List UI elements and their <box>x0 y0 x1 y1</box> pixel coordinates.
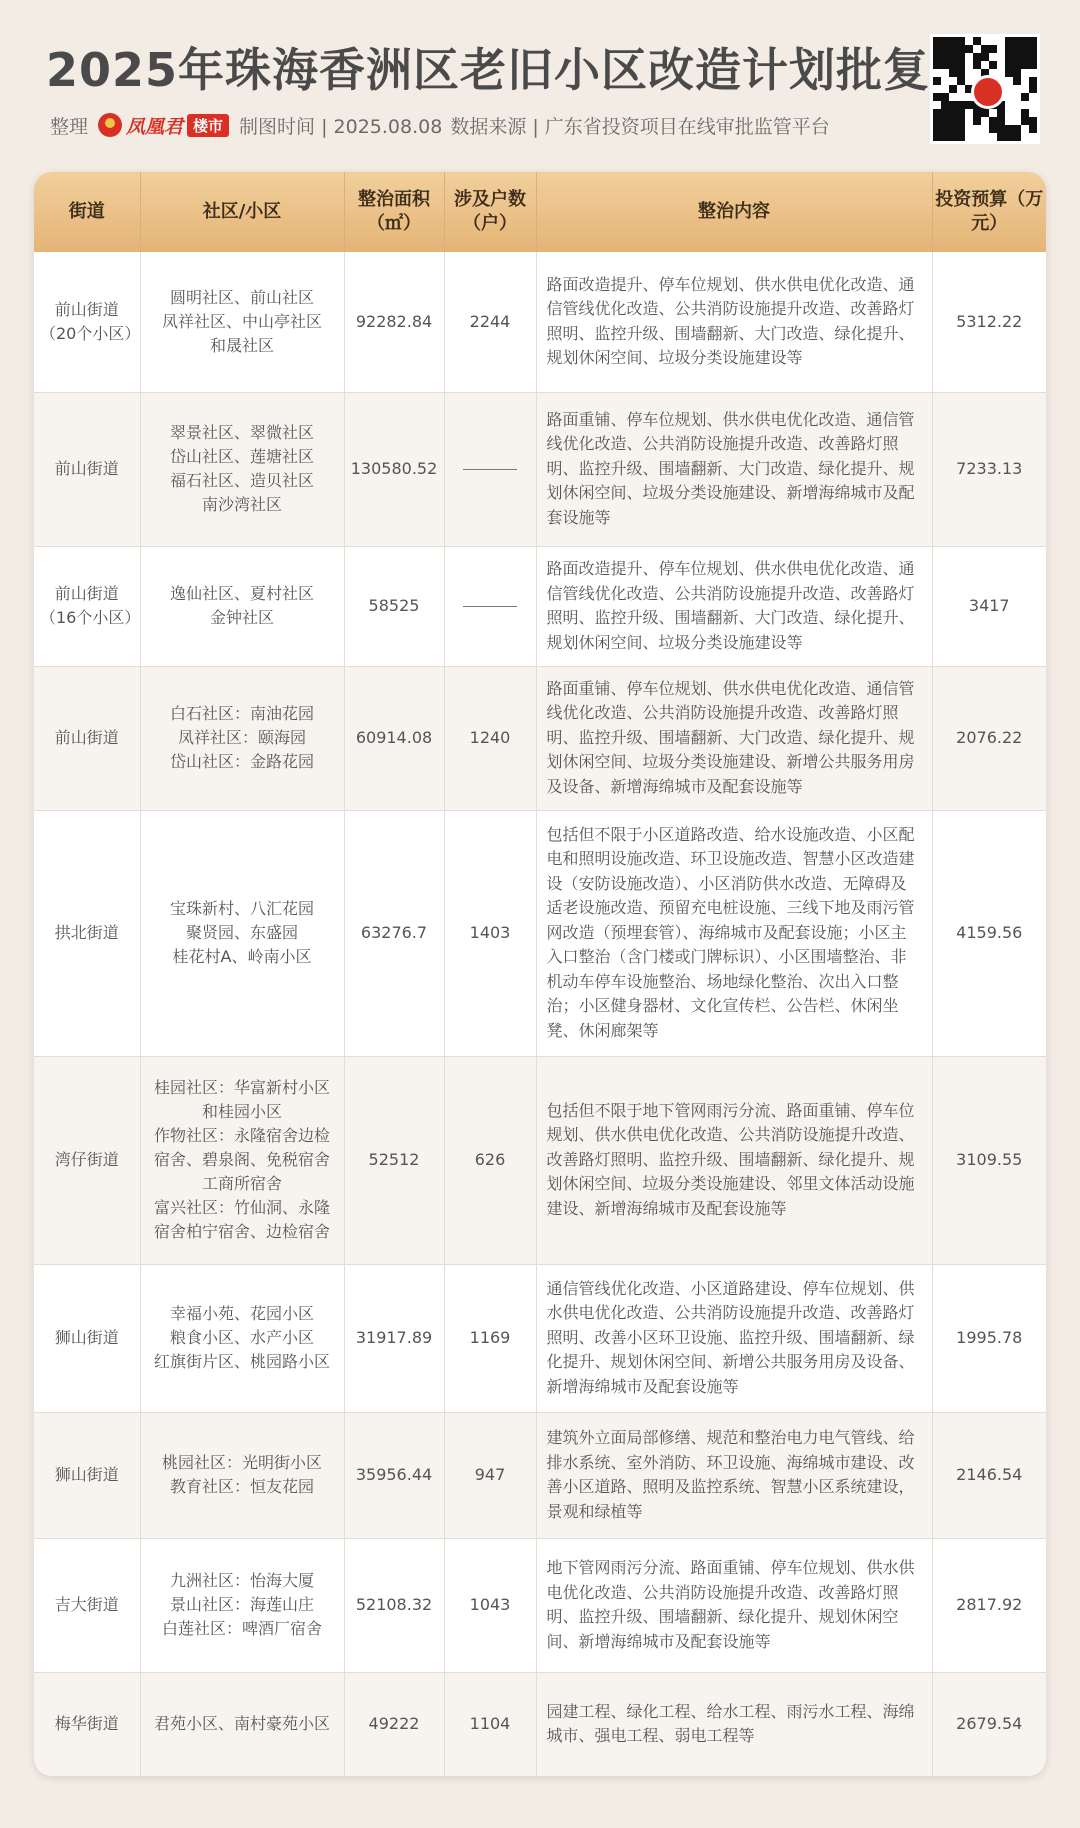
cell-budget: 2146.54 <box>932 1412 1046 1538</box>
cell-budget: 2817.92 <box>932 1538 1046 1672</box>
cell-street: 拱北街道 <box>34 810 140 1056</box>
table-row <box>34 252 1046 392</box>
cell-street: 前山街道 <box>34 392 140 546</box>
header-street: 街道 <box>34 172 140 252</box>
no-data-dash <box>463 469 517 470</box>
cell-budget: 7233.13 <box>932 392 1046 546</box>
renovation-table <box>34 172 1046 1776</box>
data-table-card <box>34 172 1046 1776</box>
cell-area: 52108.32 <box>344 1538 444 1672</box>
cell-content: 地下管网雨污分流、路面重铺、停车位规划、供水供电优化改造、公共消防设施提升改造、改善路灯照明、监控升级、围墙翻新、绿化提升、规划休闲空间、新增海绵城市及配套设施等 <box>536 1538 932 1672</box>
header <box>0 0 1080 170</box>
header-budget: 投资预算（万元） <box>932 172 1046 252</box>
header-area: 整治面积（㎡） <box>344 172 444 252</box>
table-header-row <box>34 172 1046 252</box>
cell-area: 130580.52 <box>344 392 444 546</box>
brand-tag: 楼市 <box>187 114 229 137</box>
header-community: 社区/小区 <box>140 172 344 252</box>
table-row <box>34 1264 1046 1412</box>
cell-community: 君苑小区、南村豪苑小区 <box>140 1672 344 1776</box>
header-households: 涉及户数（户） <box>444 172 536 252</box>
qr-code-icon[interactable] <box>930 34 1040 144</box>
qr-logo-icon <box>971 75 1005 109</box>
cell-street: 前山街道（20个小区） <box>34 252 140 392</box>
subtitle-line <box>50 110 830 140</box>
table-row <box>34 666 1046 810</box>
table-row <box>34 1672 1046 1776</box>
cell-households: 2244 <box>444 252 536 392</box>
cell-street: 梅华街道 <box>34 1672 140 1776</box>
cell-households: 626 <box>444 1056 536 1264</box>
cell-budget: 2076.22 <box>932 666 1046 810</box>
cell-budget: 3109.55 <box>932 1056 1046 1264</box>
cell-households: 947 <box>444 1412 536 1538</box>
cell-area: 31917.89 <box>344 1264 444 1412</box>
table-row <box>34 1412 1046 1538</box>
table-row <box>34 392 1046 546</box>
brand-name: 凤凰君 <box>126 115 184 138</box>
cell-community: 幸福小苑、花园小区 粮食小区、水产小区 红旗街片区、桃园路小区 <box>140 1264 344 1412</box>
cell-budget: 1995.78 <box>932 1264 1046 1412</box>
cell-content: 包括但不限于地下管网雨污分流、路面重铺、停车位规划、供水供电优化改造、公共消防设施提升改造、改善路灯照明、监控升级、围墙翻新、绿化提升、规划休闲空间、垃圾分类设施建设、邻里文体活动设施建设、新增海绵城市及配套设施等 <box>536 1056 932 1264</box>
cell-content: 路面重铺、停车位规划、供水供电优化改造、通信管线优化改造、公共消防设施提升改造、改善路灯照明、监控升级、围墙翻新、大门改造、绿化提升、规划休闲空间、垃圾分类设施建设、新增公共服务用房及设备、新增海绵城市及配套设施等 <box>536 666 932 810</box>
cell-households: 1043 <box>444 1538 536 1672</box>
table-row <box>34 810 1046 1056</box>
phoenix-icon <box>98 113 122 137</box>
cell-area: 58525 <box>344 546 444 666</box>
cell-community: 桂园社区：华富新村小区 和桂园小区 作物社区：永隆宿舍边检 宿舍、碧泉阁、免税宿舍 工商所宿舍 富兴社区：竹仙洞、永隆 宿舍柏宁宿舍、边检宿舍 <box>140 1056 344 1264</box>
cell-area: 52512 <box>344 1056 444 1264</box>
cell-content: 包括但不限于小区道路改造、给水设施改造、小区配电和照明设施改造、环卫设施改造、智慧小区改造建设（安防设施改造）、小区消防供水改造、无障碍及适老设施改造、预留充电桩设施、三线下地及雨污管网改造（预埋套管）、海绵城市及配套设施；小区主入口整治（含门楼或门牌标识）、小区围墙整治、非机动车停车设施整治、场地绿化整治、次出入口整治；小区健身器材、文化宣传栏、公告栏、休闲坐凳、休闲廊架等 <box>536 810 932 1056</box>
cell-content: 路面改造提升、停车位规划、供水供电优化改造、通信管线优化改造、公共消防设施提升改造、改善路灯照明、监控升级、围墙翻新、大门改造、绿化提升、规划休闲空间、垃圾分类设施建设等 <box>536 252 932 392</box>
compiled-by-label: 整理 <box>50 115 89 138</box>
cell-street: 狮山街道 <box>34 1412 140 1538</box>
header-content: 整治内容 <box>536 172 932 252</box>
cell-street: 吉大街道 <box>34 1538 140 1672</box>
cell-area: 60914.08 <box>344 666 444 810</box>
cell-community: 翠景社区、翠微社区 岱山社区、莲塘社区 福石社区、造贝社区 南沙湾社区 <box>140 392 344 546</box>
cell-area: 92282.84 <box>344 252 444 392</box>
cell-community: 桃园社区：光明街小区 教育社区：恒友花园 <box>140 1412 344 1538</box>
page-title: 2025年珠海香洲区老旧小区改造计划批复 <box>46 43 931 97</box>
cell-content: 路面重铺、停车位规划、供水供电优化改造、通信管线优化改造、公共消防设施提升改造、改善路灯照明、监控升级、围墙翻新、大门改造、绿化提升、规划休闲空间、垃圾分类设施建设、新增海绵城市及配套设施等 <box>536 392 932 546</box>
cell-area: 35956.44 <box>344 1412 444 1538</box>
cell-street: 前山街道（16个小区） <box>34 546 140 666</box>
cell-content: 建筑外立面局部修缮、规范和整治电力电气管线、给排水系统、室外消防、环卫设施、海绵城市建设、改善小区道路、照明及监控系统、智慧小区系统建设，景观和绿植等 <box>536 1412 932 1538</box>
cell-community: 逸仙社区、夏村社区 金钟社区 <box>140 546 344 666</box>
cell-budget: 4159.56 <box>932 810 1046 1056</box>
table-row <box>34 546 1046 666</box>
cell-street: 湾仔街道 <box>34 1056 140 1264</box>
cell-budget: 3417 <box>932 546 1046 666</box>
cell-area: 63276.7 <box>344 810 444 1056</box>
cell-street: 狮山街道 <box>34 1264 140 1412</box>
cell-community: 九洲社区：怡海大厦 景山社区：海莲山庄 白莲社区：啤酒厂宿舍 <box>140 1538 344 1672</box>
cell-community: 白石社区：南油花园 凤祥社区：颐海园 岱山社区：金路花园 <box>140 666 344 810</box>
cell-content: 路面改造提升、停车位规划、供水供电优化改造、通信管线优化改造、公共消防设施提升改造、改善路灯照明、监控升级、围墙翻新、大门改造、绿化提升、规划休闲空间、垃圾分类设施建设等 <box>536 546 932 666</box>
cell-households: 1169 <box>444 1264 536 1412</box>
cell-households: 1403 <box>444 810 536 1056</box>
brand-logo <box>96 112 231 138</box>
cell-content: 通信管线优化改造、小区道路建设、停车位规划、供水供电优化改造、公共消防设施提升改造、改善路灯照明、改善小区环卫设施、监控升级、围墙翻新、绿化提升、规划休闲空间、新增公共服务用房及设备、新增海绵城市及配套设施等 <box>536 1264 932 1412</box>
drawn-time: 制图时间 | 2025.08.08 <box>239 115 443 138</box>
cell-households <box>444 392 536 546</box>
table-row <box>34 1538 1046 1672</box>
table-row <box>34 1056 1046 1264</box>
cell-content: 园建工程、绿化工程、给水工程、雨污水工程、海绵城市、强电工程、弱电工程等 <box>536 1672 932 1776</box>
cell-community: 圆明社区、前山社区 凤祥社区、中山亭社区 和晟社区 <box>140 252 344 392</box>
cell-community: 宝珠新村、八汇花园 聚贤园、东盛园 桂花村A、岭南小区 <box>140 810 344 1056</box>
data-source: 数据来源 | 广东省投资项目在线审批监管平台 <box>450 115 830 138</box>
cell-area: 49222 <box>344 1672 444 1776</box>
cell-budget: 2679.54 <box>932 1672 1046 1776</box>
cell-households <box>444 546 536 666</box>
cell-street: 前山街道 <box>34 666 140 810</box>
cell-budget: 5312.22 <box>932 252 1046 392</box>
cell-households: 1240 <box>444 666 536 810</box>
no-data-dash <box>463 606 517 607</box>
cell-households: 1104 <box>444 1672 536 1776</box>
